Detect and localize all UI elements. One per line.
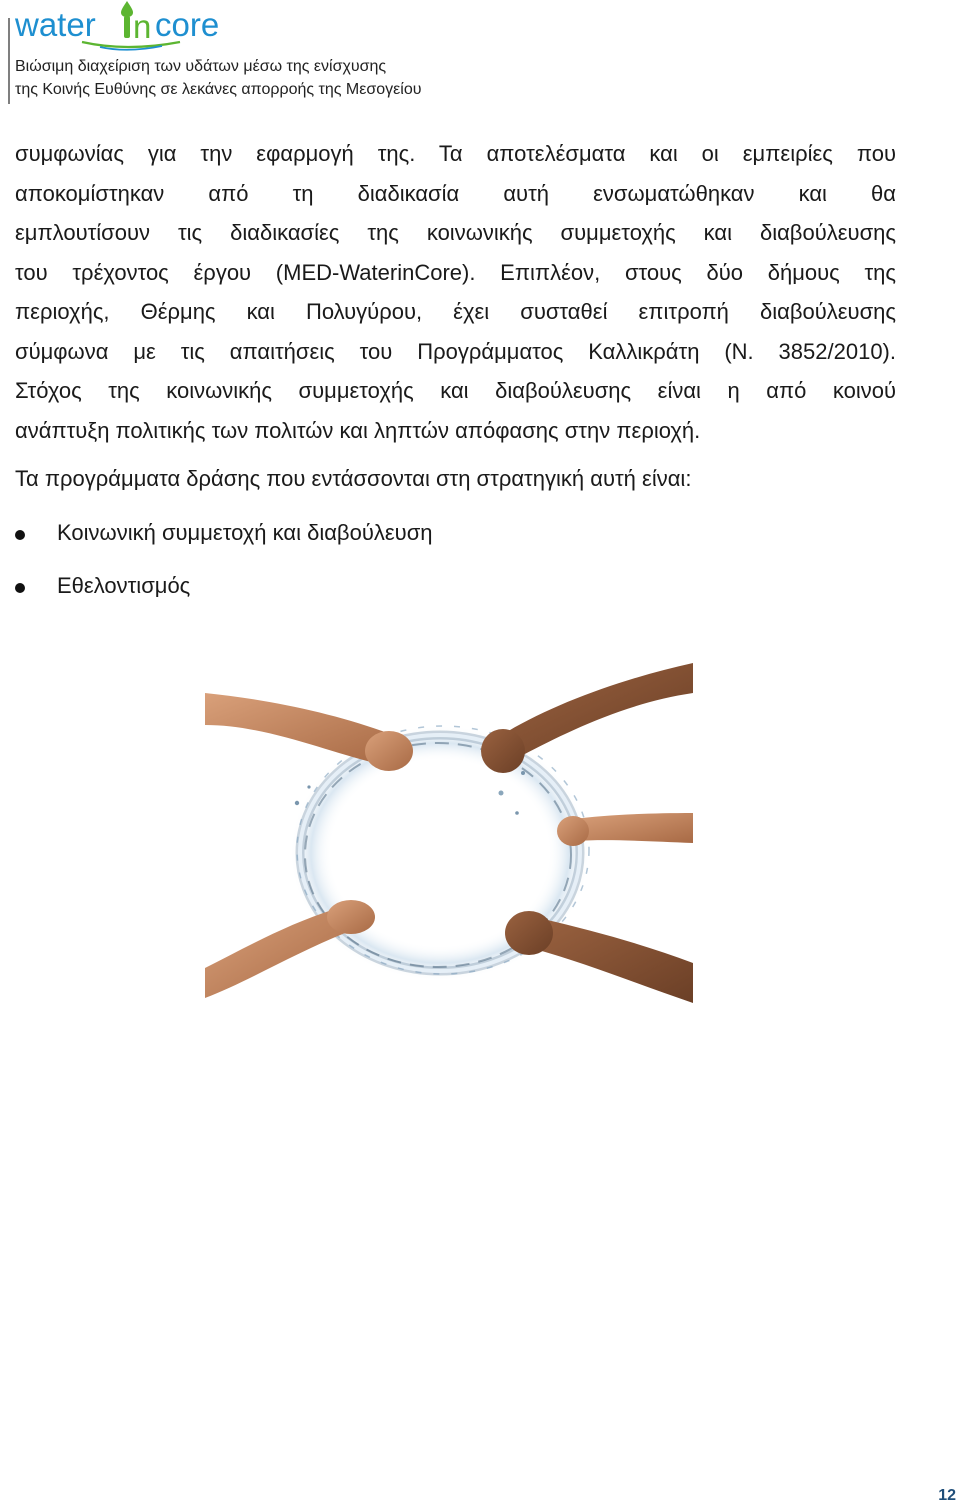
paragraph-line: σύμφωνα με τις απαιτήσεις του Προγράμματος Καλλικράτη (Ν. 3852/2010). — [15, 338, 896, 364]
paragraph-line: ανάπτυξη πολιτικής των πολιτών και ληπτών απόφασης στην περιοχή. — [15, 417, 701, 443]
header-rule — [8, 18, 10, 104]
hand-bottom-right — [505, 911, 693, 1003]
list-item-label: Κοινωνική συμμετοχή και διαβούλευση — [57, 520, 433, 545]
paragraph-line: περιοχής, Θέρμης και Πολυγύρου, έχει συσταθεί επιτροπή διαβούλευσης — [15, 299, 896, 324]
paragraph-line: Στόχος της κοινωνικής συμμετοχής και διαβούλευσης είναι η από κοινού — [15, 378, 896, 403]
hand-top-left — [205, 693, 413, 771]
hand-right — [557, 813, 693, 846]
page-number: 12 — [938, 1487, 956, 1504]
programs-intro: Τα προγράμματα δράσης που εντάσσονται στη στρατηγική αυτή είναι: — [15, 466, 692, 491]
page-header — [0, 0, 960, 108]
bullet-icon — [15, 530, 25, 540]
svg-text:water: water — [15, 6, 96, 43]
water-in-core-logo — [12, 0, 242, 52]
bullet-icon — [15, 583, 25, 593]
paragraph-line: συμφωνίας για την εφαρμογή της. Τα αποτελέσματα και οι εμπειρίες που — [15, 141, 896, 166]
list-item-label: Εθελοντισμός — [57, 573, 191, 598]
paragraph-line: εμπλουτίσουν τις διαδικασίες της κοινωνικής συμμετοχής και διαβούλευσης — [15, 220, 896, 245]
paragraph-line: του τρέχοντος έργου (MED-WaterinCore). Επιπλέον, στους δύο δήμους της — [15, 259, 896, 285]
header-subtitle-line-1: Βιώσιμη διαχείριση των υδάτων μέσω της ενίσχυσης — [15, 58, 387, 75]
svg-text:n: n — [133, 8, 152, 45]
hands-water-ring-illustration — [205, 663, 693, 1015]
svg-text:core: core — [155, 6, 220, 43]
body-paragraph — [15, 134, 896, 450]
paragraph-line: αποκομίστηκαν από τη διαδικασία αυτή ενσωματώθηκαν και θα — [15, 180, 896, 206]
header-subtitle-line-2: της Κοινής Ευθύνης σε λεκάνες απορροής της Μεσογείου — [15, 81, 422, 98]
hand-top-right — [481, 663, 693, 773]
